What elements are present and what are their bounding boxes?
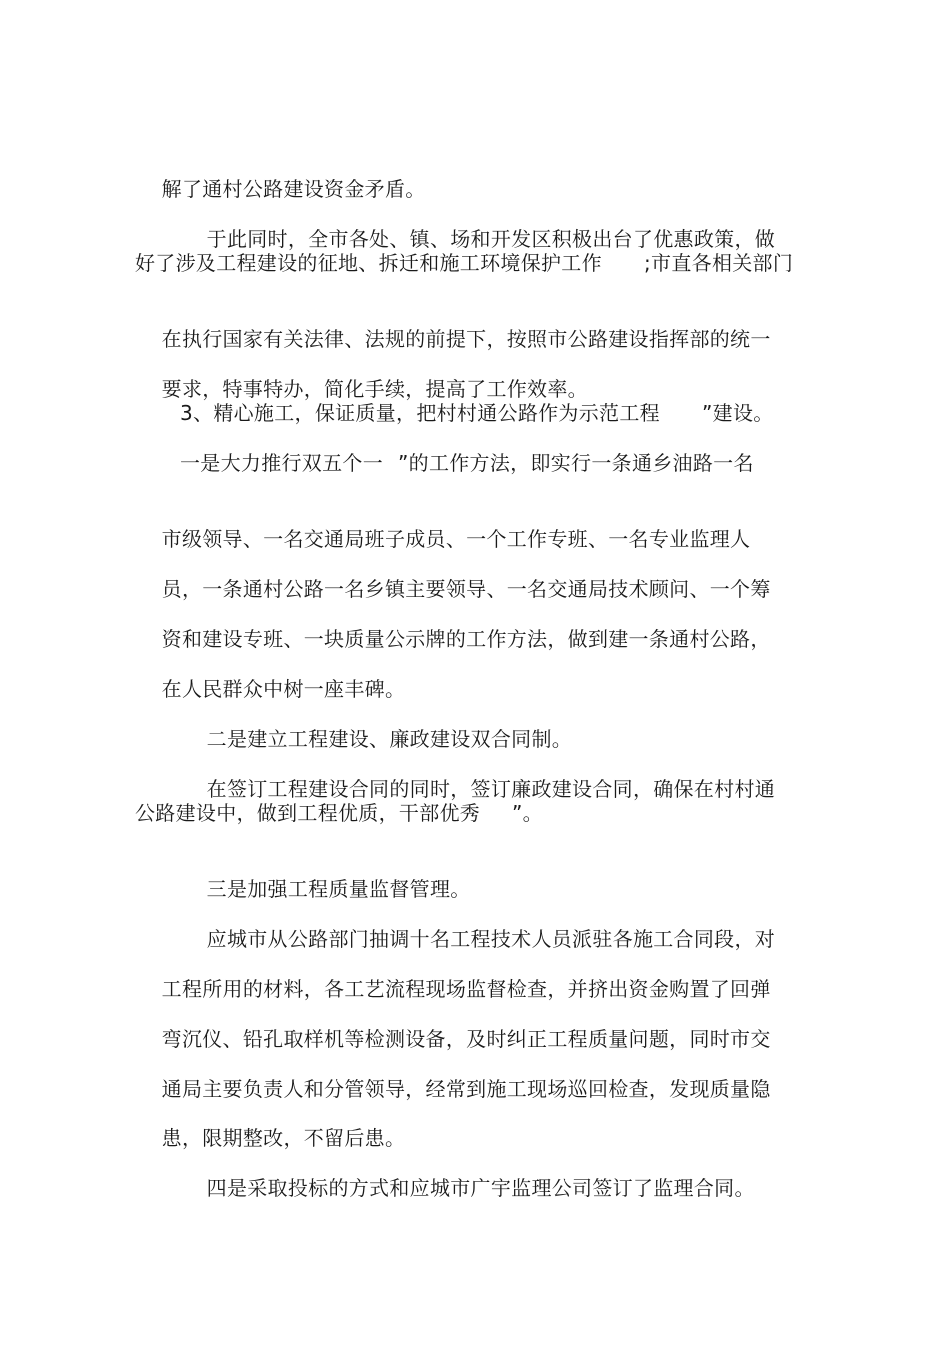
- text-line-20: [135, 1099, 406, 1150]
- line-text-b: ;市直各相关部门: [644, 251, 794, 275]
- text-line-1: [135, 150, 426, 201]
- text-line-8: [135, 500, 751, 551]
- text-line-12: [180, 700, 573, 751]
- text-line-21: [180, 1149, 755, 1200]
- line-text: 二是建立工程建设、廉政建设双合同制。: [206, 727, 573, 751]
- line-text-a: 好了涉及工程建设的征地、拆迁和施工环境保护工作: [135, 251, 602, 275]
- line-text-b: ”建设。: [702, 401, 774, 425]
- line-text: 市级领导、一名交通局班子成员、一个工作专班、一名专业监理人: [161, 527, 751, 551]
- line-text: 于此同时，全市各处、镇、场和开发区积极出台了优惠政策，做: [206, 227, 776, 251]
- text-line-16: [180, 900, 776, 951]
- text-line-2: [180, 200, 776, 251]
- line-text: 在签订工程建设合同的同时，签订廉政建设合同，确保在村村通: [206, 777, 776, 801]
- line-text: 员，一条通村公路一名乡镇主要领导、一名交通局技术顾问、一个筹: [161, 577, 771, 601]
- line-text-b: ”。: [512, 801, 543, 825]
- text-line-14: [135, 800, 555, 826]
- text-line-5: [135, 350, 588, 401]
- text-line-9: [135, 550, 771, 601]
- line-text: 在人民群众中树一座丰碑。: [161, 677, 406, 701]
- line-text: 解了通村公路建设资金矛盾。: [161, 177, 426, 201]
- line-text: 要求，特事特办，简化手续，提高了工作效率。: [161, 377, 588, 401]
- line-text: 弯沉仪、铅孔取样机等检测设备，及时纠正工程质量问题，同时市交: [161, 1027, 771, 1051]
- line-text: 资和建设专班、一块质量公示牌的工作方法，做到建一条通村公路，: [161, 627, 771, 651]
- line-text: 应城市从公路部门抽调十名工程技术人员派驻各施工合同段，对: [206, 927, 776, 951]
- line-text-a: 3、精心施工，保证质量，把村村通公路作为示范工程: [180, 401, 660, 425]
- line-text: 在执行国家有关法律、法规的前提下，按照市公路建设指挥部的统一: [161, 327, 771, 351]
- text-line-7: [180, 450, 780, 476]
- text-line-19: [135, 1050, 771, 1101]
- text-line-10: [135, 600, 771, 651]
- line-text: 患，限期整改，不留后患。: [161, 1126, 406, 1150]
- text-line-17: [135, 950, 771, 1001]
- line-text-b: ”的工作方法，即实行一条通乡油路一名: [398, 451, 754, 475]
- text-line-6: [180, 400, 780, 426]
- text-line-3: [135, 250, 815, 276]
- text-line-13: [180, 750, 776, 801]
- line-text-a: 一是大力推行双五个一: [180, 451, 383, 475]
- text-line-11: [135, 650, 406, 701]
- text-line-15: [180, 850, 471, 901]
- text-line-18: [135, 1000, 771, 1051]
- line-text: 四是采取投标的方式和应城市广宇监理公司签订了监理合同。: [206, 1176, 755, 1200]
- line-text: 工程所用的材料，各工艺流程现场监督检查，并挤出资金购置了回弹: [161, 977, 771, 1001]
- line-text-a: 公路建设中，做到工程优质，干部优秀: [135, 801, 481, 825]
- line-text: 三是加强工程质量监督管理。: [206, 877, 471, 901]
- line-text: 通局主要负责人和分管领导，经常到施工现场巡回检查，发现质量隐: [161, 1077, 771, 1101]
- text-line-4: [135, 300, 771, 351]
